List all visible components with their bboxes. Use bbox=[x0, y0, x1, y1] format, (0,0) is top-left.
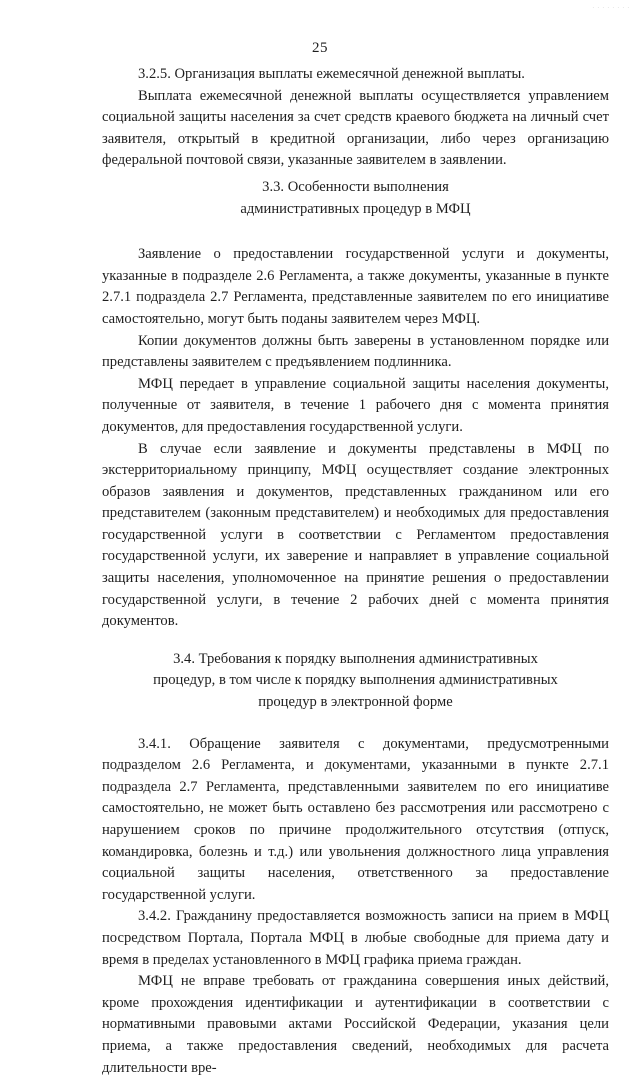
paragraph-extraterritorial: В случае если заявление и документы представлены в МФЦ по экстерриториальному принципу, МФЦ осуществляет создание электронных образов заявления и документов, представленных гражданином или его представителем (законным представителем) и необходимых для предоставления государственной услуги в соответствии с Регламентом предоставления государственной услуги, их заверение и направляет в управление социальной защиты населения, уполномоченное на принятие решения о предоставлении государственной услуги, в течение 2 рабочих дней с момента принятия документов. bbox=[102, 440, 609, 630]
heading-line: процедур, в том числе к порядку выполнения административных bbox=[153, 672, 558, 689]
section-heading-3-4 bbox=[102, 649, 609, 714]
heading-line: процедур в электронной форме bbox=[258, 694, 453, 711]
section-heading-3-3 bbox=[102, 177, 609, 220]
paragraph-mfc-requirements: МФЦ не вправе требовать от гражданина совершения иных действий, кроме прохождения идентификации и аутентификации в соответствии с нормативными правовыми актами Российской Федерации, указания цели приема, а также предоставления сведений, необходимых для расчета длительности вре- bbox=[102, 973, 609, 1076]
corner-mark: . . . . . . . . bbox=[592, 4, 630, 10]
paragraph-3-4-2: 3.4.2. Гражданину предоставляется возможность записи на прием в МФЦ посредством Портала, Портала МФЦ в любые свободные для приема дату и время в пределах установленного в МФЦ графика приема граждан. bbox=[102, 908, 609, 968]
paragraph-application: Заявление о предоставлении государственной услуги и документы, указанные в подразделе 2.6 Регламента, а также документы, указанные в пункте 2.7.1 подраздела 2.7 Регламента, представленные заявителем по его инициативе самостоятельно, могут быть поданы заявителем через МФЦ. bbox=[102, 246, 609, 327]
heading-line: административных процедур в МФЦ bbox=[240, 200, 471, 217]
paragraph-mfc-transfer: МФЦ передает в управление социальной защиты населения документы, полученные от заявителя, в течение 1 рабочего дня с момента принятия документов, для предоставления государственной услуги. bbox=[102, 375, 609, 435]
heading-line: 3.3. Особенности выполнения bbox=[262, 178, 449, 195]
paragraph-3-2-5: 3.2.5. Организация выплаты ежемесячной денежной выплаты. bbox=[138, 66, 525, 82]
paragraph-payment: Выплата ежемесячной денежной выплаты осуществляется управлением социальной защиты населения за счет средств краевого бюджета на личный счет заявителя, открытый в кредитной организации, либо через организацию федеральной почтовой связи, указанные заявителем в заявлении. bbox=[102, 87, 609, 169]
paragraph-3-4-1: 3.4.1. Обращение заявителя с документами, предусмотренными подразделом 2.6 Регламента, и документами, указанными в пункте 2.7.1 подраздела 2.7 Регламента, представленными заявителем по его инициативе самостоятельно, не может быть оставлено без рассмотрения или рассмотрено с нарушением сроков по причине продолжительного отсутствия (отпуск, командировка, болезнь и т.д.) или увольнения должностного лица управления социальной защиты населения, ответственного за предоставление государственной услуги. bbox=[102, 735, 609, 903]
page-number: 25 bbox=[312, 40, 328, 56]
paragraph-copies: Копии документов должны быть заверены в установленном порядке или представлены заявителем с предъявлением подлинника. bbox=[102, 332, 609, 371]
heading-line: 3.4. Требования к порядку выполнения административных bbox=[173, 650, 538, 667]
document-body bbox=[102, 64, 609, 1079]
